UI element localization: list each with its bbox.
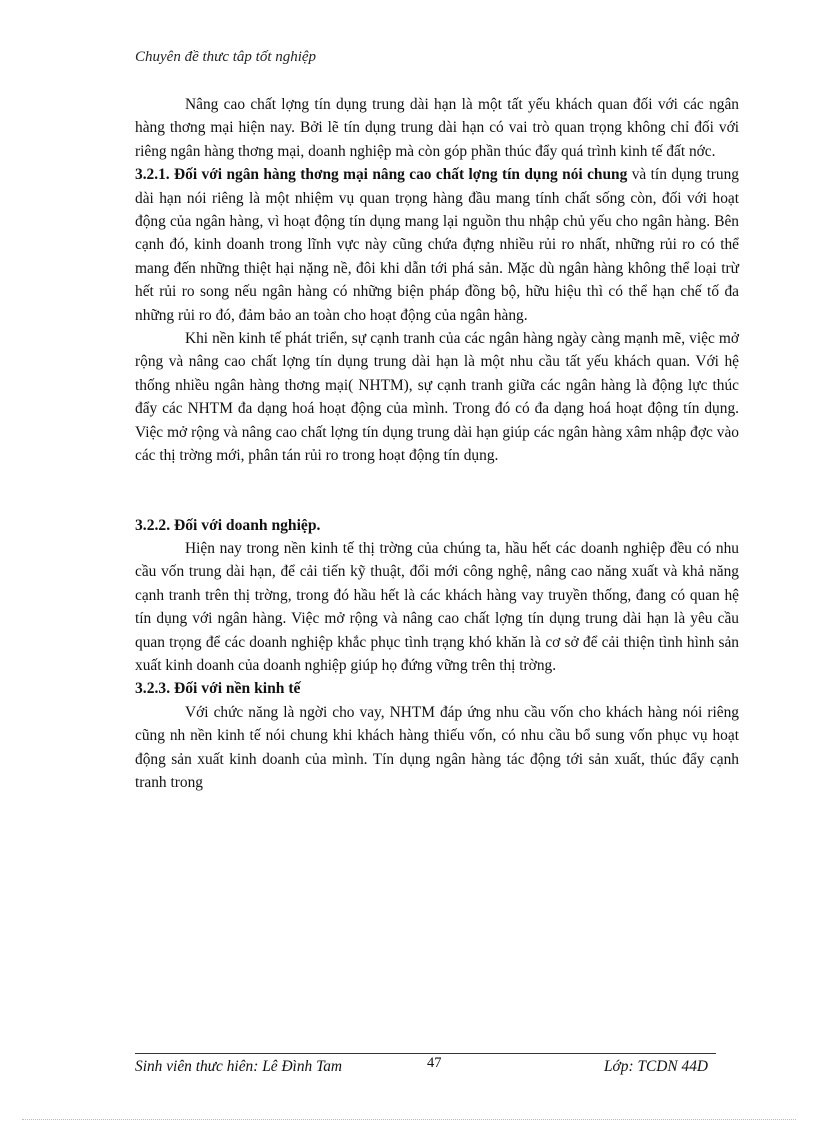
section-3-2-3-heading: 3.2.3. Đối với nền kinh tế (135, 680, 301, 698)
section-3-2-1-text: và tín dụng trung dài hạn nói riêng là một nhiệm vụ quan trọng hàng đầu mang tính chất sống còn, đối với hoạt động của ngân hàng, vì hoạt động tín dụng mang lại nguồn thu nhập chủ yếu cho ngân hàng. Bên cạnh đó, kinh doanh trong lĩnh vực này cũng chứa đựng nhiều rủi ro nhất, những rủi ro có thể mang đến những thiệt hại nặng nề, đôi khi dẫn tới phá sản. Mặc dù ngân hàng không thể loại trừ hết rủi ro song nếu ngân hàng có những biện pháp đồng bộ, hữu hiệu thì có thể hạn chế tố đa những rủi ro đó, đảm bảo an toàn cho hoạt động của ngân hàng. (135, 166, 739, 324)
page-number: 47 (427, 1055, 442, 1071)
footer-student: Sinh viên thưc hiên: Lê Đình Tam (135, 1058, 343, 1075)
spacer (135, 468, 739, 514)
page-footer (135, 1055, 716, 1080)
paragraph-economy: Với chức năng là ngời cho vay, NHTM đáp ứng nhu cầu vốn cho khách hàng nói riêng cũng nh nền kinh tế nói chung khi khách hàng thiếu vốn, có nhu cầu bổ sung vốn phục vụ hoạt động sản xuất kinh doanh của mình. Tín dụng ngân hàng tác động tới sản xuất, thúc đẩy cạnh tranh trong (135, 703, 739, 791)
page-header: Chuyên đề thưc tâp tốt nghiệp (135, 49, 317, 65)
document-body (135, 93, 739, 794)
footer-class: Lớp: TCDN 44D (604, 1058, 708, 1075)
paragraph-intro: Nâng cao chất lợng tín dụng trung dài hạn là một tất yếu khách quan đối với các ngân hàng thơng mại hiện nay. Bởi lẽ tín dụng trung dài hạn có vai trò quan trọng không chỉ đối với riêng ngân hàng thơng mại, doanh nghiệp mà còn góp phần thúc đẩy quá trình kinh tế đất nớc. (135, 96, 739, 160)
section-3-2-1-heading: 3.2.1. Đối với ngân hàng thơng mại nâng cao chất lợng tín dụng nói chung (135, 166, 628, 184)
section-3-2-2-heading: 3.2.2. Đối với doanh nghiệp. (135, 516, 321, 534)
footer-divider (135, 1053, 716, 1054)
paragraph-competition: Khi nền kinh tế phát triển, sự cạnh tranh của các ngân hàng ngày càng mạnh mẽ, việc mở rộng và nâng cao chất lợng tín dụng trung dài hạn là một nhu cầu tất yếu khách quan. Với hệ thống nhiều ngân hàng thơng mại( NHTM), sự cạnh tranh giữa các ngân hàng là động lực thúc đẩy các NHTM đa dạng hoá hoạt động của mình. Trong đó có đa dạng hoá hoạt động tín dụng. Việc mở rộng và nâng cao chất lợng tín dụng trung dài hạn giúp các ngân hàng xâm nhập đợc vào các thị trờng mới, phân tán rủi ro trong hoạt động tín dụng. (135, 330, 739, 465)
page-bottom-dotted-line (22, 1119, 796, 1120)
paragraph-enterprise: Hiện nay trong nền kinh tế thị trờng của chúng ta, hầu hết các doanh nghiệp đều có nhu cầu vốn trung dài hạn, để cải tiến kỹ thuật, đổi mới công nghệ, nâng cao năng xuất và khả năng cạnh tranh trên thị trờng, trong đó hầu hết là các khách hàng vay truyền thống, đang có quan hệ tín dụng với ngân hàng. Việc mở rộng và nâng cao chất lợng tín dụng trung dài hạn là yêu cầu quan trọng để các doanh nghiệp khắc phục tình trạng khó khăn là cơ sở để cải thiện tình hình sản xuất kinh doanh của doanh nghiệp giúp họ đứng vững trên thị trờng. (135, 539, 739, 674)
section-3-2-1 (135, 163, 739, 327)
